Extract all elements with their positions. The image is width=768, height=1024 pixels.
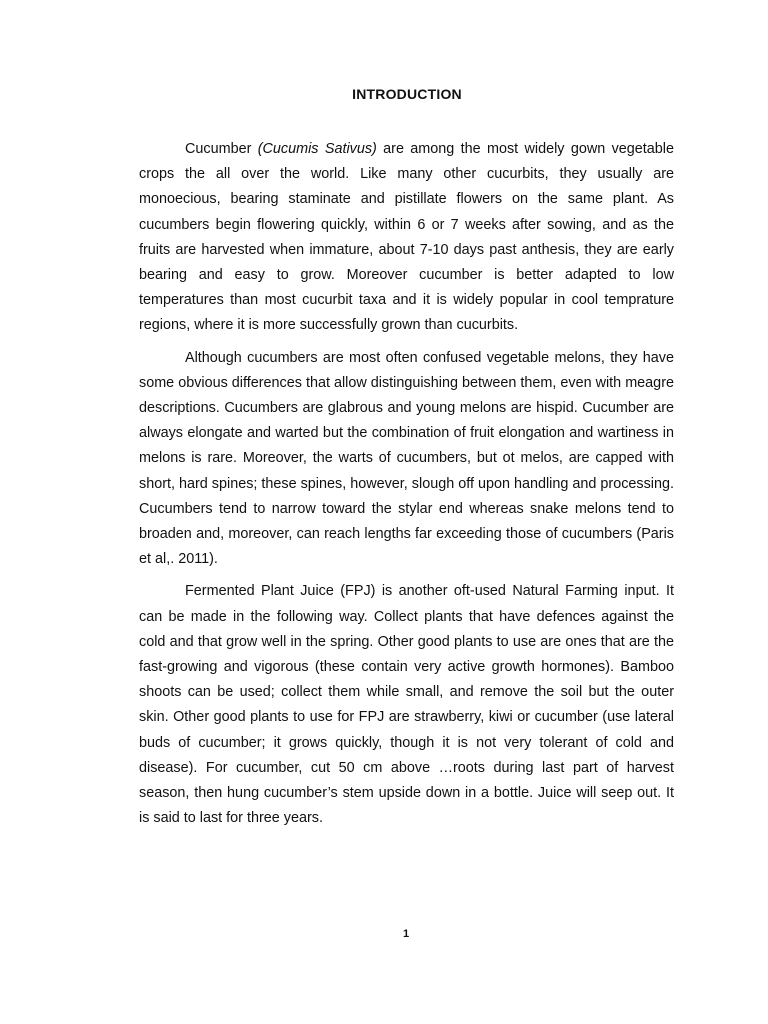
- paragraph-cucumber-overview: [139, 137, 674, 339]
- paragraph-1-body: are among the most widely gown vegetable crops the all over the world. Like many other cucurbits, they usually are monoecious, bearing staminate and pistillate flowers on the same plant. As cucumbers begin flowering quickly, within 6 or 7 weeks after sowing, and as the fruits are harvested when immature, about 7-10 days past anthesis, they are early bearing and easy to grow. Moreover cucumber is better adapted to low temperatures than most cucurbit taxa and it is widely popular in cool temprature regions, where it is more successfully grown than cucurbits.: [139, 141, 675, 334]
- paragraph-fermented-plant-juice: Fermented Plant Juice (FPJ) is another oft-used Natural Farming input. It can be made in the following way. Collect plants that have defences against the cold and that grow well in the spring. Other good plants to use are ones that are the fast-growing and vigorous (these contain very active growth hormones). Bamboo shoots can be used; collect them while small, and remove the soil but the outer skin. Other good plants to use for FPJ are strawberry, kiwi or cucumber (use lateral buds of cucumber; it grows quickly, though it is not very tolerant of cold and disease). For cucumber, cut 50 cm above …roots during last part of harvest season, then hung cucumber’s stem upside down in a bottle. Juice will seep out. It is said to last for three years.: [139, 583, 674, 827]
- section-title: INTRODUCTION: [352, 86, 462, 102]
- paragraph-1-intro: Cucumber: [185, 141, 258, 157]
- body-text: [139, 137, 674, 831]
- page-number: 1: [402, 928, 410, 940]
- paragraph-cucumber-vs-melon: Although cucumbers are most often confused vegetable melons, they have some obvious differences that allow distinguishing between them, even with meagre descriptions. Cucumbers are glabrous and young melons are hispid. Cucumber are always elongate and warted but the combination of fruit elongation and wartiness in melons is rare. Moreover, the warts of cucumbers, but ot melos, are capped with short, hard spines; these spines, however, slough off upon handling and processing. Cucumbers tend to narrow toward the stylar end whereas snake melons tend to broaden and, moreover, can reach lengths far exceeding those of cucumbers (Paris et al,. 2011).: [139, 349, 674, 568]
- species-name: (Cucumis Sativus): [257, 141, 377, 157]
